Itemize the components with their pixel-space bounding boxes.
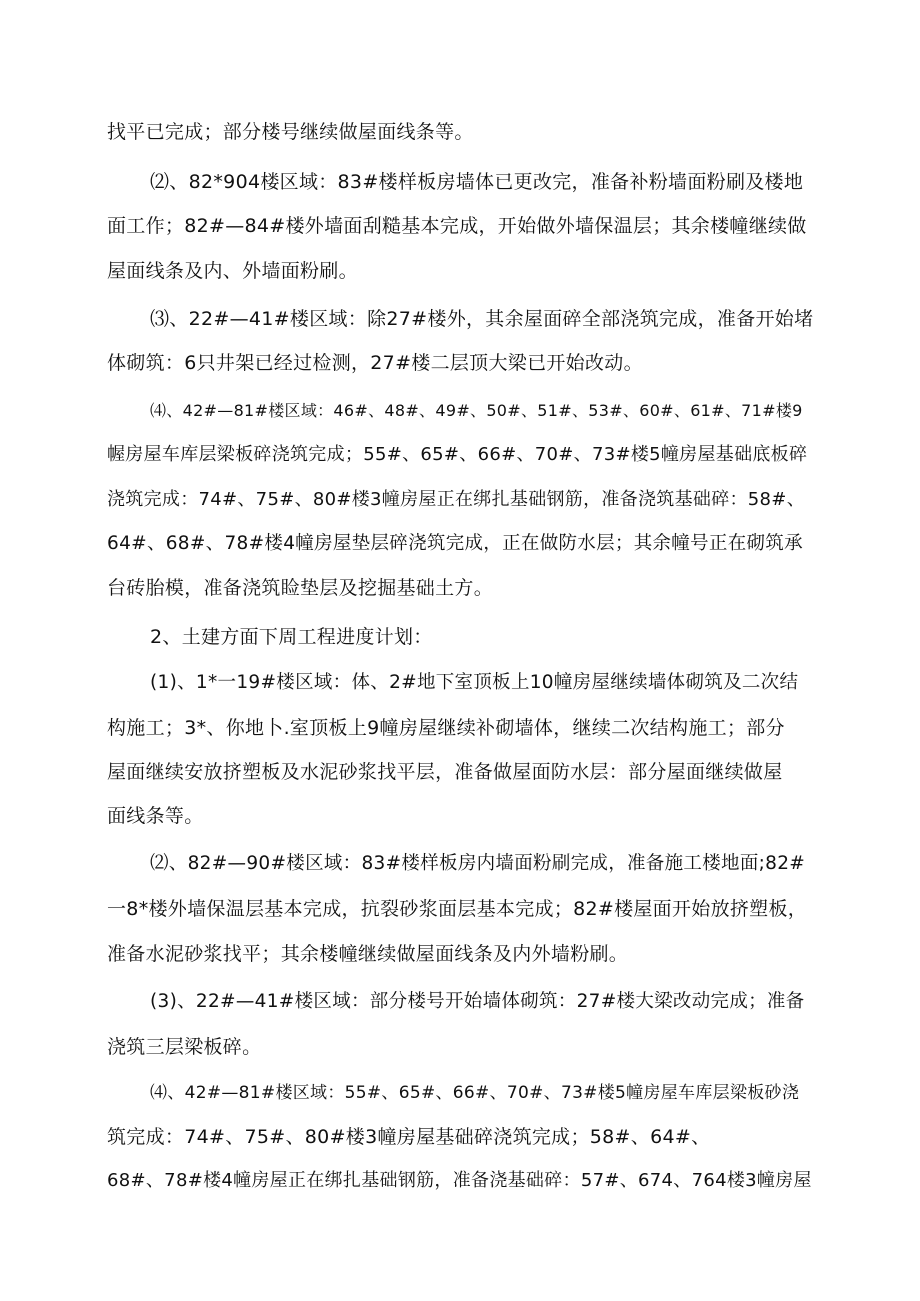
text-line: 面工作；82#—84#楼外墙面刮糙基本完成，开始做外墙保温层；其余楼幢继续做 (107, 215, 807, 237)
text-line: 构施工；3*、你地卜.室顶板上9幢房屋继续补砌墙体，继续二次结构施工；部分 (107, 717, 785, 739)
text-line: ⑷、42#—81#楼区域：46#、48#、49#、50#、51#、53#、60#、61#、71#楼9 (150, 401, 803, 420)
text-line: ⑷、42#—81#楼区域：55#、65#、66#、70#、73#楼5幢房屋车库层梁板砂浇 (150, 1083, 800, 1103)
text-line: 浇筑完成：74#、75#、80#楼3幢房屋正在绑扎基础钢筋，准备浇筑基础碎：58#、 (107, 489, 805, 510)
text-line: 浇筑三层梁板碎。 (107, 1036, 262, 1058)
text-line: ⑵、82*904楼区域：83#楼样板房墙体已更改完，准备补粉墙面粉刷及楼地 (150, 171, 804, 193)
text-line: 台砖胎模，准备浇筑睑垫层及挖掘基础土方。 (107, 577, 494, 599)
text-line: 屋面继续安放挤塑板及水泥砂浆找平层，准备做屋面防水层：部分屋面继续做屋 (107, 761, 783, 783)
text-line: 找平已完成；部分楼号继续做屋面线条等。 (107, 121, 474, 143)
text-line: 面线条等。 (107, 805, 204, 827)
text-line: (3)、22#—41#楼区域：部分楼号开始墙体砌筑：27#楼大梁改动完成；准备 (150, 991, 805, 1012)
text-line: (1)、1*一19#楼区域：体、2#地下室顶板上10幢房屋继续墙体砌筑及二次结 (150, 672, 799, 693)
text-line: 筑完成：74#、75#、80#楼3幢房屋基础碎浇筑完成；58#、64#、 (107, 1126, 711, 1148)
text-line: 64#、68#、78#楼4幢房屋垫层碎浇筑完成，正在做防水层；其余幢号正在砌筑承 (107, 533, 803, 554)
text-line: 一8*楼外墙保温层基本完成，抗裂砂浆面层基本完成；82#楼屋面开始放挤塑板， (107, 898, 808, 920)
text-line: 幄房屋车库层梁板碎浇筑完成；55#、65#、66#、70#、73#楼5幢房屋基础底板碎 (107, 444, 808, 465)
text-line: 体砌筑：6只井架已经过检测，27#楼二层顶大梁已开始改动。 (107, 352, 643, 374)
text-line: ⑶、22#—41#楼区域：除27#楼外，其余屋面碎全部浇筑完成，准备开始堵 (150, 308, 814, 330)
text-line: 准备水泥砂浆找平；其余楼幢继续做屋面线条及内外墙粉刷。 (107, 943, 629, 965)
text-line: ⑵、82#—90#楼区域：83#楼样板房内墙面粉刷完成，准备施工楼地面;82# (150, 853, 806, 874)
section-heading: 2、土建方面下周工程进度计划： (150, 626, 433, 648)
text-line: 屋面线条及内、外墙面粉刷。 (107, 260, 358, 282)
text-line: 68#、78#楼4幢房屋正在绑扎基础钢筋，准备浇基础碎：57#、674、764楼3幢房屋 (107, 1170, 812, 1191)
